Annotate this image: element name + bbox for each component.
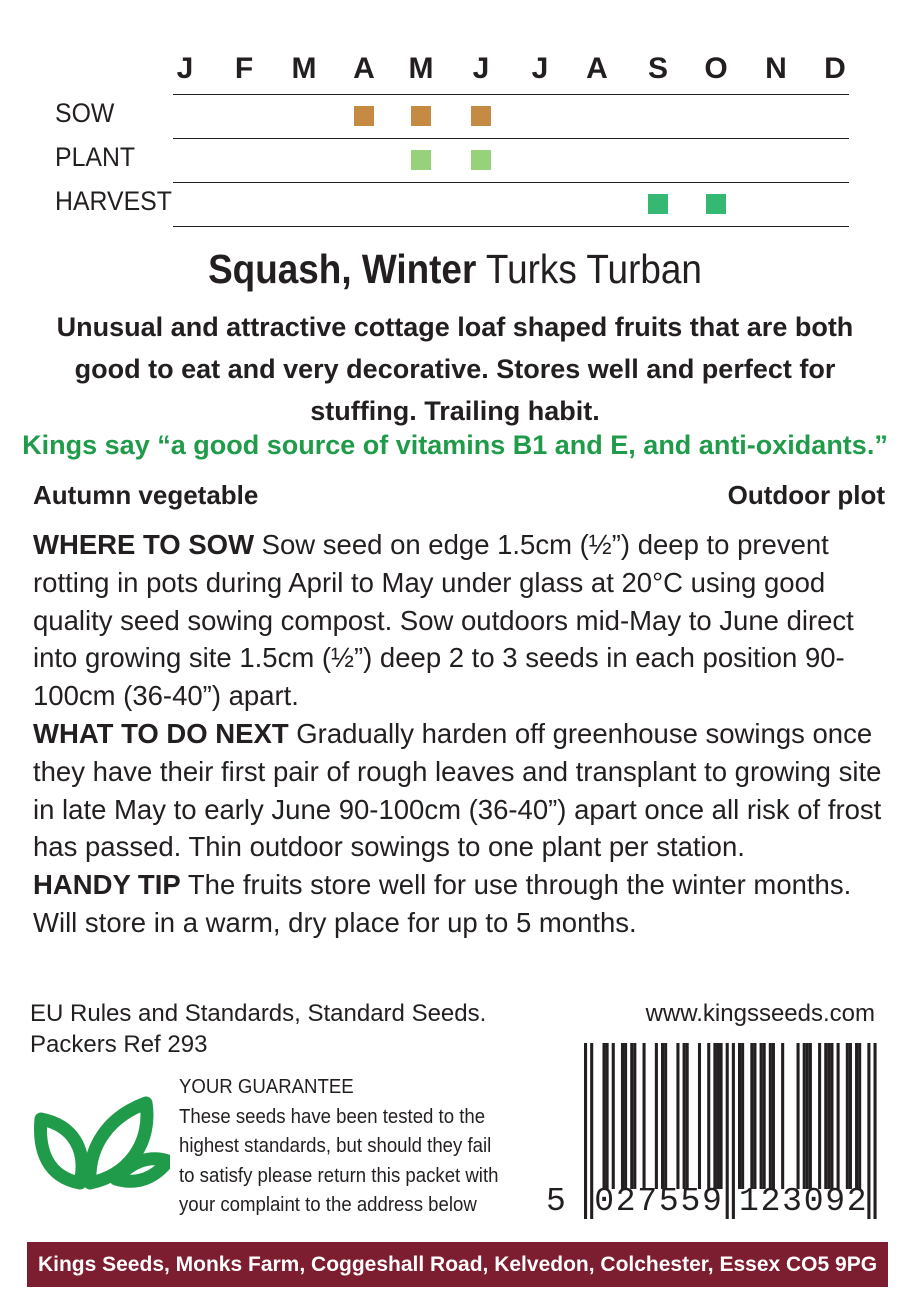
where-to-sow-text: Sow seed on edge 1.5cm (½”) deep to prevent rotting in pots during April to May under glass at 20°C using good quality seed sowing compost. Sow outdoors mid-May to June direct into growing site 1.5cm (½”) deep 2 to 3 seeds in each position 90-100cm (36-40”) apart. (33, 529, 854, 712)
barcode-bar (827, 1043, 830, 1189)
calendar-marker-sow (354, 106, 374, 126)
barcode-bar (661, 1043, 664, 1189)
what-to-do-next-heading: WHAT TO DO NEXT (33, 717, 289, 749)
month-label: A (353, 52, 375, 85)
calendar-marker-harvest (648, 194, 668, 214)
barcode-digit: 3 (782, 1183, 802, 1220)
barcode (546, 1043, 880, 1225)
website-link[interactable]: www.kingsseeds.com (645, 1000, 875, 1027)
barcode-bar (760, 1043, 763, 1189)
barcode-bar (846, 1043, 849, 1189)
calendar-row-label-sow: SOW (55, 98, 115, 128)
barcode-digit: 7 (637, 1183, 658, 1220)
barcode-bar (738, 1043, 741, 1189)
barcode-digit: 2 (846, 1183, 867, 1220)
barcode-digit: 2 (615, 1183, 636, 1220)
month-label: M (408, 52, 434, 85)
handy-tip-paragraph (33, 866, 883, 942)
barcode-bar (716, 1043, 719, 1189)
month-label: O (704, 52, 728, 85)
barcode-digit: 0 (594, 1183, 614, 1220)
what-to-do-next-paragraph (33, 715, 883, 866)
handy-tip-text: The fruits store well for use through the winter months. Will store in a warm, dry place for up to 5 months. (33, 869, 852, 938)
rules-line: EU Rules and Standards, Standard Seeds. (30, 1000, 487, 1027)
category-location: Outdoor plot (727, 480, 885, 510)
barcode-bar (621, 1043, 624, 1189)
barcode-bar (824, 1043, 827, 1189)
calendar-row-label-harvest: HARVEST (55, 186, 172, 216)
guarantee-line: to satisfy please return this packet with (179, 1164, 499, 1187)
barcode-bar (633, 1043, 636, 1189)
month-label: J (472, 52, 490, 85)
barcode-bar (643, 1043, 646, 1189)
month-label: F (234, 52, 254, 85)
barcode-digit: 5 (658, 1183, 679, 1220)
barcode-bar (713, 1043, 716, 1189)
calendar-marker-sow (471, 106, 491, 126)
barcode-bar (698, 1043, 701, 1189)
barcode-bar (624, 1043, 627, 1189)
barcode-bar (720, 1043, 723, 1189)
barcode-bar (664, 1043, 667, 1189)
barcode-bar (803, 1043, 806, 1189)
barcode-bar (676, 1043, 679, 1189)
product-quote: Kings say “a good source of vitamins B1 and E, and anti-oxidants.” (22, 430, 888, 460)
barcode-bar (612, 1043, 615, 1189)
month-label: A (586, 52, 608, 85)
barcode-digit: 9 (702, 1183, 722, 1220)
barcode-bar (602, 1043, 605, 1189)
barcode-bar (769, 1043, 772, 1189)
guarantee-line: your complaint to the address below (179, 1194, 477, 1217)
calendar-marker-plant (411, 150, 431, 170)
barcode-digit: 9 (825, 1183, 845, 1220)
month-label: D (824, 52, 846, 85)
product-variety: Turks Turban (485, 246, 702, 292)
guarantee-title: YOUR GUARANTEE (179, 1076, 354, 1098)
product-description: Unusual and attractive cottage loaf shaped fruits that are both good to eat and very decorative. Stores well and perfect for stuffing. Trailing habit. (56, 312, 854, 426)
sowing-instructions (33, 526, 883, 942)
barcode-bar (655, 1043, 658, 1189)
month-label: S (647, 52, 668, 85)
barcode-bar (707, 1043, 710, 1189)
standards-info (30, 998, 486, 1060)
kings-leaf-logo-icon (30, 1093, 170, 1193)
barcode-bar (753, 1043, 756, 1189)
guarantee-line: These seeds have been tested to the (179, 1105, 486, 1128)
calendar-rule (173, 138, 849, 139)
barcode-digit: 5 (546, 1183, 566, 1220)
barcode-digit: 1 (739, 1183, 759, 1220)
calendar-rule (173, 182, 849, 183)
barcode-bar (606, 1043, 609, 1189)
where-to-sow-paragraph (33, 526, 883, 715)
barcode-bar (809, 1043, 812, 1189)
guarantee-block (179, 1073, 498, 1221)
month-label: J (531, 52, 549, 85)
packers-ref: Packers Ref 293 (30, 1031, 208, 1058)
barcode-bar (781, 1043, 784, 1189)
barcode-bar (686, 1043, 689, 1189)
barcode-bar (806, 1043, 809, 1189)
guarantee-line: highest standards, but should they fail (179, 1135, 492, 1158)
month-label: M (291, 52, 317, 85)
barcode-bar (830, 1043, 833, 1189)
barcode-digit: 0 (803, 1183, 824, 1220)
barcode-bar (750, 1043, 753, 1189)
month-label: N (765, 52, 787, 85)
barcode-bar (855, 1043, 858, 1189)
address-bar: Kings Seeds, Monks Farm, Coggeshall Road, Kelvedon, Colchester, Essex CO5 9PG (27, 1242, 888, 1287)
barcode-bar (630, 1043, 633, 1189)
barcode-digit: 5 (680, 1183, 701, 1220)
barcode-bar (763, 1043, 766, 1189)
barcode-bar (797, 1043, 800, 1189)
barcode-number (546, 1183, 880, 1227)
barcode-bar (837, 1043, 840, 1189)
calendar-row-label-plant: PLANT (55, 142, 136, 172)
barcode-bar (818, 1043, 821, 1189)
barcode-bar (683, 1043, 686, 1189)
month-label: J (176, 52, 194, 85)
calendar-rule (173, 226, 849, 227)
calendar-marker-plant (471, 150, 491, 170)
product-title (46, 246, 865, 293)
handy-tip-heading: HANDY TIP (33, 869, 181, 901)
barcode-bar (849, 1043, 852, 1189)
barcode-bar (772, 1043, 775, 1189)
calendar-marker-harvest (706, 194, 726, 214)
category-season: Autumn vegetable (33, 480, 259, 510)
calendar-marker-sow (411, 106, 431, 126)
what-to-do-next-text: Gradually harden off greenhouse sowings once they have their first pair of rough leaves and transplant to growing site in late May to early June 90-100cm (36-40”) apart once all risk of frost has passed. Thin outdoor sowings to one plant per station. (33, 717, 882, 863)
barcode-digit: 2 (760, 1183, 781, 1220)
barcode-bar (741, 1043, 744, 1189)
calendar-rule (173, 94, 849, 95)
barcode-bar (858, 1043, 861, 1189)
where-to-sow-heading: WHERE TO SOW (33, 529, 255, 560)
product-name: Squash, Winter (208, 246, 477, 292)
